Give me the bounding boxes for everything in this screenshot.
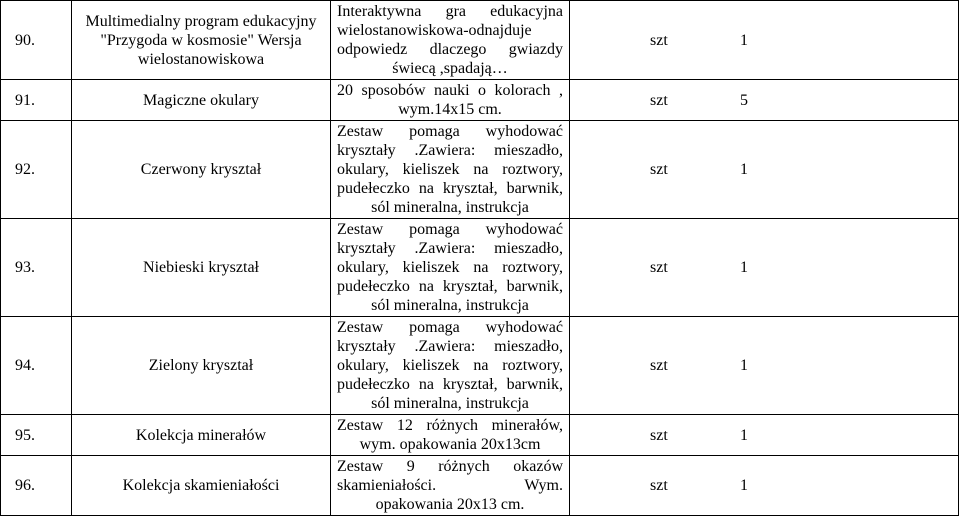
- description-line: pudełeczko na kryształ, barwnik,: [337, 376, 563, 393]
- description-line: 20 sposobów nauki o kolorach ,: [337, 82, 563, 99]
- description-line: okulary, kieliszek na roztwory,: [337, 161, 563, 178]
- description-line: kryształy .Zawiera: mieszadło,: [337, 240, 563, 257]
- quantity-cell: [570, 80, 959, 121]
- table-row: [1, 80, 959, 121]
- quantity-value: 1: [740, 357, 748, 374]
- description-line: wielostanowiskowa-odnajduje: [337, 22, 532, 39]
- description-line: sól mineralna, instrukcja: [371, 297, 529, 314]
- row-number: 93.: [1, 219, 72, 317]
- product-description: [331, 219, 570, 317]
- description-line: Zestaw 9 różnych okazów: [337, 458, 563, 475]
- unit-label: szt: [650, 259, 668, 276]
- product-name: Czerwony kryształ: [72, 121, 331, 219]
- table-row: [1, 317, 959, 415]
- description-line: Zestaw pomaga wyhodować: [337, 123, 563, 140]
- description-line: Interaktywna gra edukacyjna: [337, 3, 563, 20]
- product-description: [331, 317, 570, 415]
- description-line: pudełeczko na kryształ, barwnik,: [337, 180, 563, 197]
- unit-label: szt: [650, 477, 668, 494]
- table-row: [1, 456, 959, 516]
- quantity-cell: [570, 456, 959, 516]
- quantity-value: 1: [740, 426, 748, 444]
- row-number: 90.: [1, 1, 72, 80]
- product-name: Multimedialny program edukacyjny "Przygoda w kosmosie" Wersja wielostanowiskowa: [72, 1, 331, 80]
- description-line: skamieniałości. Wym.: [337, 477, 563, 494]
- description-line: kryształy .Zawiera: mieszadło,: [337, 338, 563, 355]
- table-row: [1, 219, 959, 317]
- description-line: Zestaw pomaga wyhodować: [337, 319, 563, 336]
- unit-label: szt: [650, 426, 668, 444]
- quantity-cell: [570, 1, 959, 80]
- description-line: kryształy .Zawiera: mieszadło,: [337, 142, 563, 159]
- description-line: sól mineralna, instrukcja: [371, 199, 529, 216]
- product-name: Niebieski kryształ: [72, 219, 331, 317]
- unit-label: szt: [650, 91, 668, 109]
- unit-label: szt: [650, 357, 668, 374]
- table-row: [1, 1, 959, 80]
- quantity-value: 1: [740, 259, 748, 276]
- product-description: [331, 415, 570, 456]
- row-number: 95.: [1, 415, 72, 456]
- description-line: opakowania 20x13 cm.: [375, 496, 525, 513]
- row-number: 91.: [1, 80, 72, 121]
- quantity-cell: [570, 219, 959, 317]
- product-name: Zielony kryształ: [72, 317, 331, 415]
- quantity-value: 1: [740, 477, 748, 494]
- quantity-value: 5: [740, 91, 748, 109]
- description-line: Zestaw 12 różnych minerałów,: [337, 417, 563, 434]
- product-name: Kolekcja skamieniałości: [72, 456, 331, 516]
- description-line: wym. opakowania 20x13cm: [359, 436, 541, 453]
- description-line: pudełeczko na kryształ, barwnik,: [337, 278, 563, 295]
- table-row: [1, 121, 959, 219]
- quantity-cell: [570, 415, 959, 456]
- description-line: sól mineralna, instrukcja: [371, 395, 529, 412]
- product-name: Magiczne okulary: [72, 80, 331, 121]
- product-description: [331, 80, 570, 121]
- quantity-cell: [570, 317, 959, 415]
- unit-label: szt: [650, 31, 668, 49]
- description-line: Zestaw pomaga wyhodować: [337, 221, 563, 238]
- product-name: Kolekcja minerałów: [72, 415, 331, 456]
- description-line: wym.14x15 cm.: [398, 101, 502, 118]
- description-line: odpowiedz dlaczego gwiazdy: [337, 41, 563, 58]
- row-number: 92.: [1, 121, 72, 219]
- product-description: [331, 121, 570, 219]
- table-row: [1, 415, 959, 456]
- unit-label: szt: [650, 161, 668, 178]
- product-description: [331, 456, 570, 516]
- description-line: okulary, kieliszek na roztwory,: [337, 357, 563, 374]
- quantity-cell: [570, 121, 959, 219]
- quantity-value: 1: [740, 31, 748, 49]
- product-description: [331, 1, 570, 80]
- quantity-value: 1: [740, 161, 748, 178]
- row-number: 94.: [1, 317, 72, 415]
- row-number: 96.: [1, 456, 72, 516]
- description-line: świecą ,spadają…: [392, 60, 508, 77]
- description-line: okulary, kieliszek na roztwory,: [337, 259, 563, 276]
